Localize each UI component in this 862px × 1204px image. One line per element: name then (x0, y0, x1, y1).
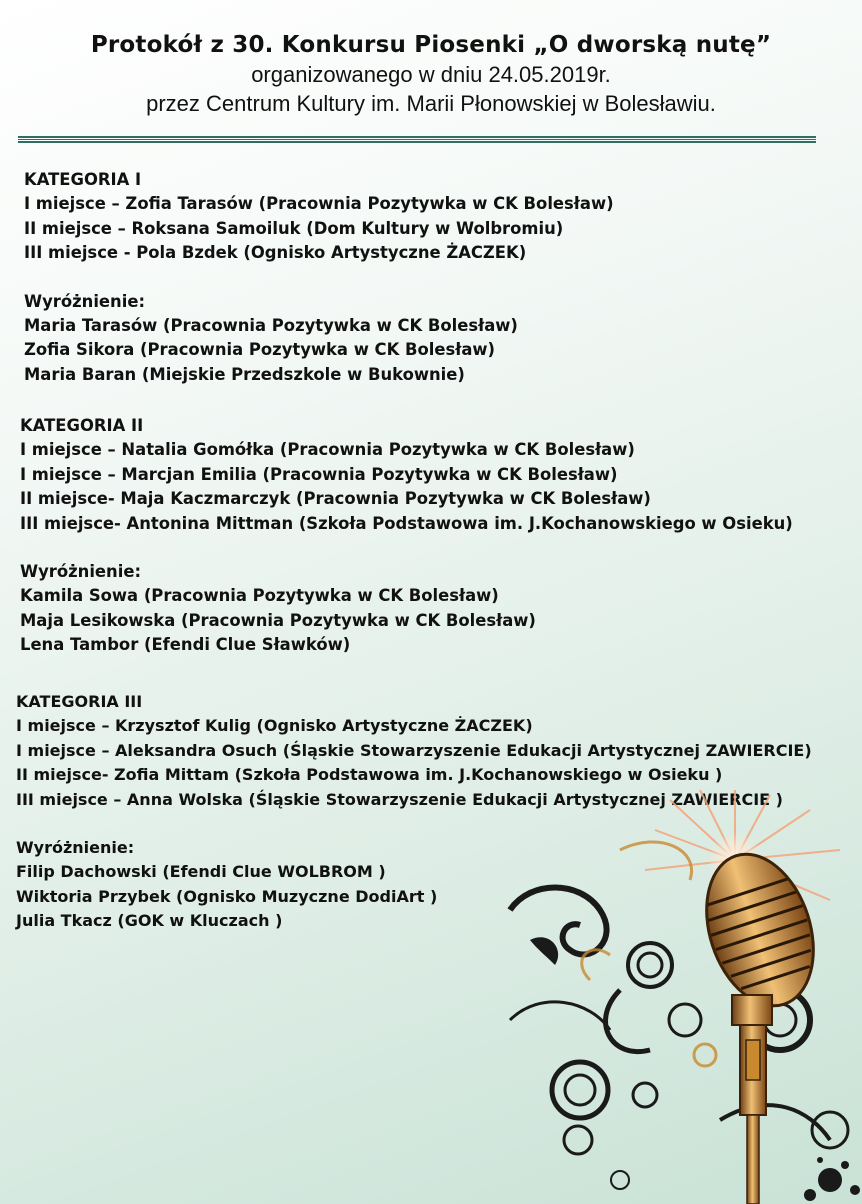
organizer: przez Centrum Kultury im. Marii Płonowskiej w Bolesławiu. (146, 91, 716, 116)
microphone-stand (747, 1115, 759, 1204)
list-item: Zofia Sikora (Pracownia Pozytywka w CK Bolesław) (24, 340, 496, 360)
distinction-heading: Wyróżnienie: (20, 562, 142, 582)
event-date: organizowanego w dniu 24.05.2019r. (251, 62, 611, 87)
list-item: I miejsce – Marcjan Emilia (Pracownia Pozytywka w CK Bolesław) (20, 464, 618, 484)
category-2 (20, 414, 793, 658)
list-item: Filip Dachowski (Efendi Clue WOLBROM ) (16, 862, 386, 882)
list-item: Maria Baran (Miejskie Przedszkole w Bukownie) (24, 364, 465, 384)
list-item: Maja Lesikowska (Pracownia Pozytywka w CK Bolesław) (20, 610, 536, 630)
category-heading: KATEGORIA III (16, 692, 143, 711)
list-item: III miejsce- Antonina Mittman (Szkoła Podstawowa im. J.Kochanowskiego w Osieku) (20, 513, 793, 533)
list-item: II miejsce- Maja Kaczmarczyk (Pracownia Pozytywka w CK Bolesław) (20, 489, 651, 509)
list-item: I miejsce – Natalia Gomółka (Pracownia Pozytywka w CK Bolesław) (20, 440, 635, 460)
microphone-icon (470, 790, 862, 1204)
list-item: III miejsce – Anna Wolska (Śląskie Stowarzyszenie Edukacji Artystycznej ZAWIERCIE ) (16, 789, 783, 809)
list-item: II miejsce- Zofia Mittam (Szkoła Podstawowa im. J.Kochanowskiego w Osieku ) (16, 765, 723, 785)
list-item: II miejsce – Roksana Samoiluk (Dom Kultury w Wolbromiu) (24, 218, 564, 238)
list-item: I miejsce – Zofia Tarasów (Pracownia Pozytywka w CK Bolesław) (24, 194, 614, 214)
list-item: Wiktoria Przybek (Ognisko Muzyczne DodiArt ) (16, 886, 438, 906)
list-item: I miejsce – Aleksandra Osuch (Śląskie Stowarzyszenie Edukacji Artystycznej ZAWIERCIE) (16, 740, 812, 760)
list-item: Maria Tarasów (Pracownia Pozytywka w CK Bolesław) (24, 316, 518, 336)
list-item: Lena Tambor (Efendi Clue Sławków) (20, 635, 351, 655)
document-header (0, 30, 862, 118)
distinction-heading: Wyróżnienie: (24, 291, 146, 311)
distinction-heading: Wyróżnienie: (16, 838, 135, 858)
list-item: III miejsce - Pola Bzdek (Ognisko Artystyczne ŻACZEK) (24, 243, 527, 263)
list-item: Kamila Sowa (Pracownia Pozytywka w CK Bolesław) (20, 586, 499, 606)
list-item: I miejsce – Krzysztof Kulig (Ognisko Artystyczne ŻACZEK) (16, 716, 533, 736)
list-item: Julia Tkacz (GOK w Kluczach ) (16, 911, 283, 931)
header-divider (18, 136, 816, 143)
category-heading: KATEGORIA II (20, 416, 144, 435)
category-1 (24, 168, 614, 387)
category-heading: KATEGORIA I (24, 170, 142, 189)
document-title: Protokół z 30. Konkursu Piosenki „O dworską nutę” (90, 32, 772, 58)
